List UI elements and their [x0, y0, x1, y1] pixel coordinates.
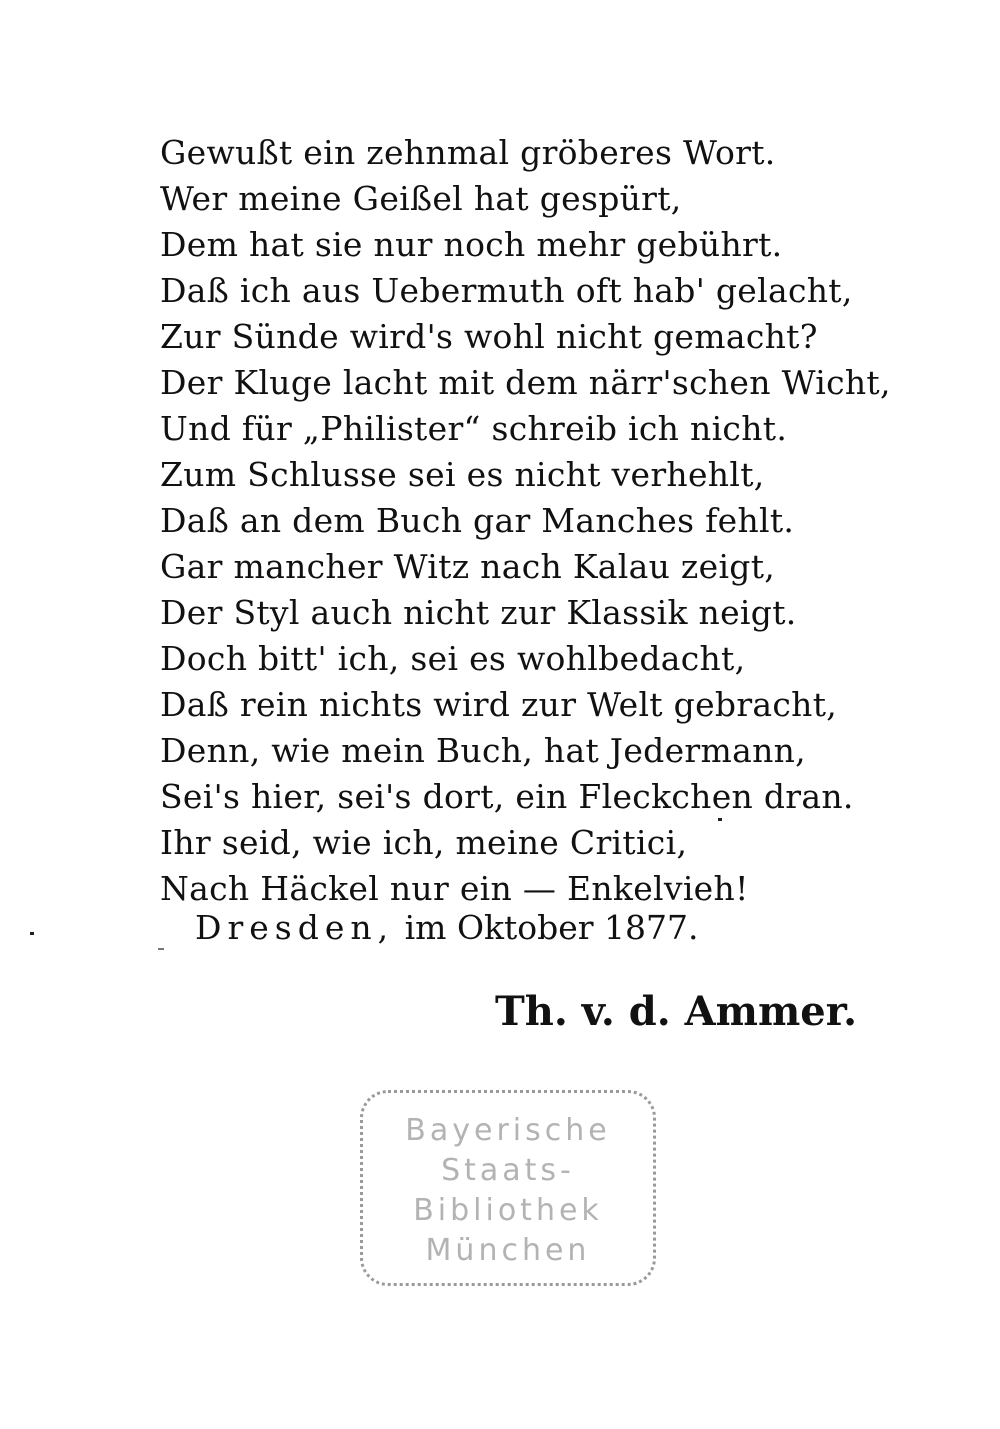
poem-line: Zur Sünde wird's wohl nicht gemacht?: [160, 317, 818, 356]
poem-line: Sei's hier, sei's dort, ein Fleckchen dran.: [160, 777, 854, 816]
ink-speck: [718, 818, 722, 821]
author-signature: Th. v. d. Ammer.: [495, 988, 858, 1035]
poem-line: Und für „Philister“ schreib ich nicht.: [160, 409, 788, 448]
place-name: Dresden,: [195, 908, 395, 947]
poem-stanza: [160, 130, 891, 912]
poem-line: Der Kluge lacht mit dem närr'schen Wicht,: [160, 363, 891, 402]
poem-line: Nach Häckel nur ein — Enkelvieh!: [160, 869, 749, 908]
stamp-line: Staats-: [441, 1153, 575, 1188]
poem-line: Ihr seid, wie ich, meine Critici,: [160, 823, 688, 862]
poem-line: Daß rein nichts wird zur Welt gebracht,: [160, 685, 838, 724]
ink-speck: [30, 932, 34, 935]
stamp-line: München: [425, 1233, 591, 1268]
poem-line: Denn, wie mein Buch, hat Jedermann,: [160, 731, 806, 770]
poem-line: Der Styl auch nicht zur Klassik neigt.: [160, 593, 797, 632]
poem-line: Gar mancher Witz nach Kalau zeigt,: [160, 547, 776, 586]
poem-line: Gewußt ein zehnmal gröberes Wort.: [160, 133, 776, 172]
poem-line: Daß ich aus Uebermuth oft hab' gelacht,: [160, 271, 853, 310]
place-and-date: [195, 908, 699, 947]
stamp-line: Bayerische: [405, 1113, 611, 1148]
stamp-line: Bibliothek: [413, 1193, 603, 1228]
poem-line: Dem hat sie nur noch mehr gebührt.: [160, 225, 783, 264]
ink-speck: [158, 948, 164, 950]
date-text: im Oktober 1877.: [404, 908, 699, 947]
poem-line: Doch bitt' ich, sei es wohlbedacht,: [160, 639, 746, 678]
poem-line: Daß an dem Buch gar Manches fehlt.: [160, 501, 795, 540]
library-stamp: [360, 1090, 656, 1286]
poem-line: Zum Schlusse sei es nicht verhehlt,: [160, 455, 765, 494]
poem-line: Wer meine Geißel hat gespürt,: [160, 179, 682, 218]
